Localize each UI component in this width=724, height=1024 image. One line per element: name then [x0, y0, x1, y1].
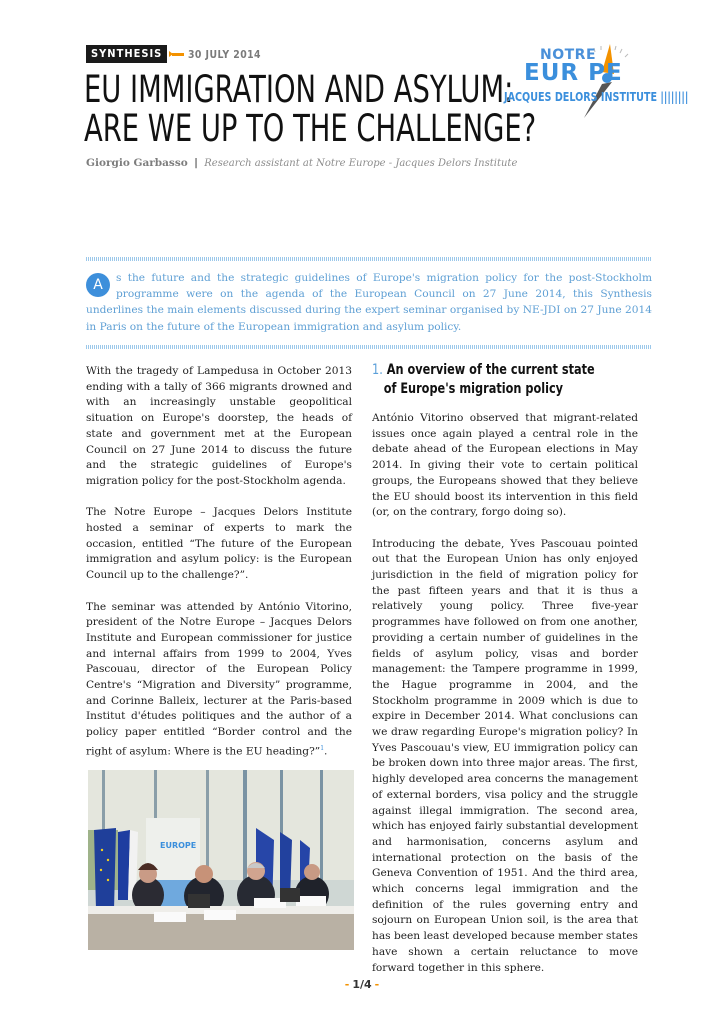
page-title — [84, 70, 536, 148]
paragraph: With the tragedy of Lampedusa in October 2013 ending with a tally of 366 migrants drowned and with an increasingly unstable geopolitical situation on Europe's doorstep, the heads of state and government met at the European Council on 27 June 2014 to discuss the future and the strategic guidelines of Europe's migration policy for the post-Stockholm agenda. — [86, 365, 352, 487]
intro-text: s the future and the strategic guidelines of Europe's migration policy for the post-Stockholm programme were on the agenda of the European Council on 27 June 2014, this Synthesis underlines the main elements discussed during the expert seminar organised by NE-JDI on 27 June 2014 in Paris on the future of the European immigration and asylum policy. — [86, 272, 652, 333]
header-tag — [86, 45, 274, 63]
logo-europe: EUR PE — [524, 60, 623, 86]
notre-europe-logo — [504, 36, 692, 116]
page-number-value: 1/4 — [352, 978, 372, 991]
left-column — [86, 364, 352, 776]
footnote-reference[interactable]: 1 — [320, 744, 325, 752]
section-heading-1 — [372, 361, 595, 399]
synthesis-badge: SYNTHESIS — [86, 45, 167, 63]
section-title-line-2: of Europe's migration policy — [383, 381, 564, 397]
paragraph: António Vitorino observed that migrant-related issues once again played a central role in the debate ahead of the European elections in May 2014. In giving their vote to certain political groups, the Europeans showed that they believe the EU should boost its intervention in this field (or, on the contrary, forgo doing so). — [372, 412, 638, 519]
seminar-photo — [88, 770, 354, 950]
arrow-icon — [172, 53, 184, 56]
seminar-photo-image — [88, 770, 354, 950]
paragraph: The Notre Europe – Jacques Delors Institute hosted a seminar of experts to mark the occasion, entitled “The future of the European immigration and asylum policy: is the European Council up to the challenge?”. — [86, 506, 352, 582]
dropcap: A — [86, 273, 110, 297]
intro-abstract — [86, 270, 652, 335]
paragraph: The seminar was attended by António Vitorino, president of the Notre Europe – Jacques Delors Institute and European commissioner for justice and internal affairs from 1999 to 2004, Yves Pascouau, director of the European Policy Centre's “Migration and Diversity” programme, and Corinne Balleix, lecturer at the Paris-based Institut d'études politiques and the author of a policy paper entitled “Border control and the right of asylum: Where is the EU heading?”$^1$. — [86, 600, 352, 758]
author-separator: | — [194, 157, 198, 169]
logo-notre: NOTRE — [540, 47, 597, 63]
right-column — [372, 364, 638, 992]
svg-text:EUROPE: EUROPE — [160, 841, 197, 850]
divider-top — [86, 257, 652, 261]
publication-date: 30 JULY 2014 — [188, 47, 262, 61]
divider-bottom — [86, 345, 652, 349]
logo-jacques-delors-institute: JACQUES DELORS INSTITUTE |||||||| — [504, 90, 689, 104]
title-line-2: ARE WE UP TO THE CHALLENGE? — [84, 107, 537, 150]
page-number: - 1/4 - — [344, 978, 380, 991]
author-name: Giorgio Garbasso — [86, 157, 188, 169]
section-number: 1. — [372, 362, 383, 378]
title-line-1: EU IMMIGRATION AND ASYLUM: — [84, 68, 514, 111]
author-role: Research assistant at Notre Europe - Jacques Delors Institute — [204, 158, 518, 169]
section-title-line-1: An overview of the current state — [386, 362, 595, 378]
author-line — [86, 157, 517, 169]
paragraph: Introducing the debate, Yves Pascouau pointed out that the European Union has only enjoyed jurisdiction in the field of migration policy for the past fifteen years and that it is thus a relatively young policy. Three five-year programmes have followed on from one another, providing a certain number of guidelines in the fields of asylum policy, visas and border management: the Tampere programme in 1999, the Hague programme in 2004, and the Stockholm programme in 2009 which is due to expire in December 2014. What conclusions can we draw regarding Europe's migration policy? In Yves Pascouau's view, EU immigration policy can be broken down into three major areas. The first, highly developed area concerns the management of external borders, visa policy and the struggle against illegal immigration. The second area, which has enjoyed fairly substantial development and harmonisation, concerns asylum and international protection on the basis of the Geneva Convention of 1951. And the third area, which concerns legal immigration and the definition of the rules governing entry and sojourn on European Union soil, is the area that has been least developed because member states have shown a certain reluctance to move forward together in this sphere. — [372, 537, 638, 974]
